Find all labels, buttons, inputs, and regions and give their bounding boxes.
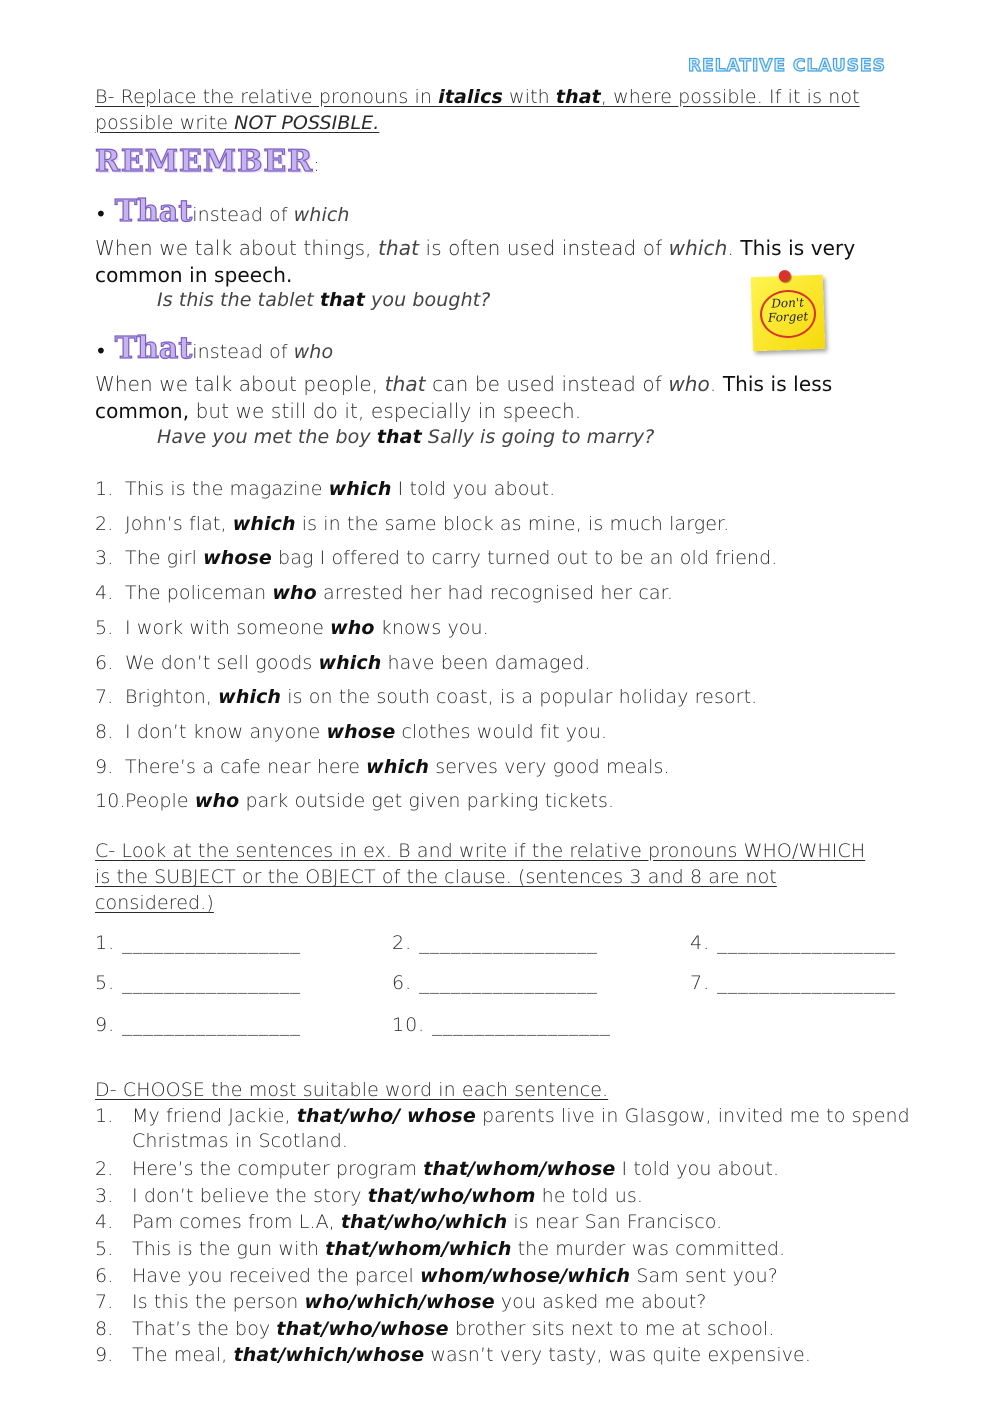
choice-options[interactable]: that/who/whom — [367, 1184, 536, 1207]
item-text: have been damaged. — [381, 651, 591, 674]
item-number: 1. — [95, 1105, 114, 1127]
item-text: brother sits next to me at school. — [448, 1317, 775, 1340]
blank-label: 7. — [690, 972, 711, 994]
item-text: serves very good meals. — [429, 755, 670, 778]
choice-options[interactable]: that/which/whose — [233, 1344, 425, 1367]
item-text: Sam sent you? — [630, 1264, 778, 1287]
answer-line[interactable]: _________________ — [432, 1014, 611, 1036]
item-text: the murder was committed. — [511, 1237, 786, 1260]
blank-label: 2. — [392, 932, 413, 954]
item-number: 4. — [95, 1211, 114, 1234]
choice-options[interactable]: that/who/which — [340, 1211, 508, 1234]
item-number: 1. — [95, 478, 114, 500]
item-number: 3. — [95, 1184, 114, 1207]
rule2-italic-that: that — [384, 372, 426, 396]
item-text: is near San Francisco. — [507, 1211, 723, 1234]
exercise-b-item — [95, 686, 757, 708]
item-number: 5. — [95, 1237, 114, 1260]
rule2-text: When we talk about people, — [95, 372, 385, 396]
rule1-example-text: you bought? — [364, 289, 491, 311]
relative-pronoun: who — [194, 790, 240, 813]
item-number: 2. — [95, 1158, 114, 1181]
rule2-example-that: that — [376, 426, 422, 448]
item-text: We don’t sell goods — [125, 651, 319, 674]
relative-pronoun: who — [272, 582, 317, 605]
relative-pronoun: who — [330, 616, 375, 639]
rule2-head-text: instead of — [192, 341, 288, 363]
exercise-b-item — [95, 756, 670, 778]
rule2-emphasis: This is less — [722, 372, 833, 396]
instruction-text: , where possible. If it is not — [600, 86, 860, 108]
item-number: 7. — [95, 1291, 114, 1314]
item-number: 7. — [95, 686, 114, 709]
rule1-explanation-line2: common in speech. — [95, 263, 293, 287]
item-text: My friend Jackie, — [132, 1105, 297, 1127]
section-c-line3: considered.) — [95, 892, 214, 914]
rule1-example — [157, 289, 490, 311]
item-text: is on the south coast, is a popular holiday resort. — [281, 686, 758, 709]
rule2-that-word: That — [114, 331, 193, 366]
item-text: There’s a cafe near here — [125, 755, 367, 778]
rule1-emphasis: This is very — [740, 236, 856, 260]
item-number: 8. — [95, 1317, 114, 1340]
dont-forget-sticky-note — [751, 275, 826, 351]
choice-options[interactable]: that/who/whose — [276, 1317, 449, 1340]
remember-heading — [95, 144, 320, 179]
item-text: The meal, — [132, 1344, 234, 1367]
blank-2[interactable] — [392, 932, 598, 954]
relative-pronoun: which — [318, 651, 382, 674]
item-text: I don’t know anyone — [125, 720, 327, 743]
instruction-text: with — [502, 86, 556, 108]
blank-label: 5. — [95, 972, 116, 994]
item-text: Is this the person — [132, 1291, 305, 1314]
exercise-d-item — [95, 1318, 774, 1340]
blank-10[interactable] — [392, 1014, 611, 1036]
item-number: 6. — [95, 651, 114, 674]
rule2-text: can be used instead of — [425, 372, 669, 396]
rule2-heading — [95, 331, 333, 366]
rule2-emphasis: common, — [95, 399, 190, 423]
not-possible-label: NOT POSSIBLE. — [234, 112, 380, 134]
choice-options[interactable]: who/which/whose — [304, 1291, 495, 1314]
exercise-d-item — [95, 1185, 643, 1207]
item-text: Have you received the parcel — [132, 1264, 421, 1287]
remember-colon: : — [313, 154, 320, 176]
rule2-example — [157, 426, 654, 448]
rule1-head-text: instead of — [192, 204, 288, 226]
item-number: 8. — [95, 720, 114, 743]
remember-word: REMEMBER — [95, 144, 314, 179]
blank-label: 9. — [95, 1014, 116, 1036]
exercise-b-item — [95, 582, 673, 604]
blank-label: 10. — [392, 1014, 426, 1036]
item-text: he told us. — [535, 1184, 643, 1207]
rule2-example-text: Sally is going to marry? — [421, 426, 655, 448]
item-number: 9. — [95, 1344, 114, 1367]
rule2-text: but we still do it, especially in speech. — [189, 399, 582, 423]
rule1-italic-that: that — [378, 236, 420, 260]
section-c-line1: C- Look at the sentences in ex. B and write if the relative pronouns WHO/WHICH — [95, 840, 866, 862]
answer-line[interactable]: _________________ — [717, 932, 896, 954]
relative-pronoun: which — [328, 478, 392, 500]
exercise-d-item — [95, 1238, 785, 1260]
blank-label: 4. — [690, 932, 711, 954]
item-number: 9. — [95, 755, 114, 778]
answer-line[interactable]: _________________ — [717, 972, 896, 994]
choice-options[interactable]: that/whom/which — [325, 1237, 512, 1260]
relative-pronoun: which — [366, 755, 430, 778]
item-text: is in the same block as mine, is much larger. — [295, 512, 730, 535]
exercise-d-item — [95, 1291, 707, 1313]
bullet-icon: • — [95, 339, 107, 363]
item-text: That’s the boy — [132, 1317, 277, 1340]
item-text: arrested her had recognised her car. — [316, 582, 673, 605]
item-text: John’s flat, — [125, 512, 233, 535]
rule1-head-italic: which — [293, 204, 350, 226]
item-text: knows you. — [374, 616, 489, 639]
relative-pronoun: which — [232, 512, 296, 535]
item-text: you asked me about? — [494, 1291, 707, 1314]
relative-pronoun: whose — [203, 547, 272, 570]
blank-label: 6. — [392, 972, 413, 994]
rule1-text: is often used instead of — [419, 236, 669, 260]
rule1-text: When we talk about things, — [95, 236, 379, 260]
exercise-d-item — [95, 1105, 910, 1152]
section-d-heading: D- CHOOSE the most suitable word in each sentence. — [95, 1079, 609, 1101]
blank-label: 1. — [95, 932, 116, 954]
section-c-line2: is the SUBJECT or the OBJECT of the clause. (sentences 3 and 8 are not — [95, 866, 777, 888]
exercise-d-item — [95, 1211, 722, 1233]
item-number: 5. — [95, 616, 114, 639]
section-b-instruction-line2 — [95, 112, 379, 134]
rule2-explanation-line2 — [95, 399, 581, 423]
exercise-b-item — [95, 478, 555, 500]
item-text: This is the gun with — [132, 1237, 326, 1260]
instruction-that-word: that — [555, 86, 601, 108]
answer-line[interactable]: _________________ — [122, 932, 301, 954]
item-number: 10. — [95, 790, 126, 813]
section-b-instruction-line1 — [95, 86, 860, 108]
exercise-d-item — [95, 1158, 779, 1180]
exercise-d-item — [95, 1265, 778, 1287]
exercise-b-item — [95, 547, 777, 569]
rule1-example-text: Is this the tablet — [157, 289, 320, 311]
item-number: 2. — [95, 512, 114, 535]
rule2-italic-who: who — [668, 372, 710, 396]
item-text: Pam comes from L.A, — [132, 1211, 341, 1234]
item-text: I don’t believe the story — [132, 1184, 368, 1207]
item-text: park outside get given parking tickets. — [239, 790, 615, 813]
item-text: clothes would fit you. — [395, 720, 608, 743]
exercise-b-item — [95, 721, 607, 743]
rule1-heading — [95, 194, 350, 229]
instruction-text: possible write — [95, 112, 235, 134]
exercise-b-item — [95, 617, 489, 639]
item-number: 6. — [95, 1264, 114, 1287]
item-text-continued: Christmas in Scotland. — [132, 1130, 349, 1152]
item-text: Brighton, — [125, 686, 219, 709]
item-text: The girl — [125, 547, 204, 570]
exercise-b-item — [95, 790, 614, 812]
exercise-d-item — [95, 1344, 811, 1366]
item-text: Here’s the computer program — [132, 1158, 424, 1181]
rule2-explanation-line1 — [95, 372, 832, 396]
item-text: parents live in Glasgow, invited me to spend — [475, 1105, 910, 1127]
item-text: I told you about. — [615, 1158, 780, 1181]
exercise-b-item — [95, 513, 729, 535]
rule1-explanation-line1 — [95, 236, 855, 260]
rule2-text: . — [709, 372, 723, 396]
rule1-that-word: That — [114, 194, 193, 229]
choice-options[interactable]: whom/whose/which — [420, 1264, 631, 1287]
blank-9[interactable] — [95, 1014, 301, 1036]
item-text: I told you about. — [391, 478, 556, 500]
answer-line[interactable]: _________________ — [419, 932, 598, 954]
item-number: 4. — [95, 582, 114, 605]
pushpin-icon — [779, 270, 791, 282]
blank-7[interactable] — [690, 972, 896, 994]
worksheet-title: RELATIVE CLAUSES — [688, 56, 886, 76]
bullet-icon: • — [95, 202, 107, 226]
choice-options[interactable]: that/whom/whose — [423, 1158, 616, 1181]
item-text: wasn’t very tasty, was quite expensive. — [424, 1344, 811, 1367]
item-text: The policeman — [125, 582, 273, 605]
answer-line[interactable]: _________________ — [122, 1014, 301, 1036]
rule1-text: . — [727, 236, 741, 260]
answer-line[interactable]: _________________ — [122, 972, 301, 994]
rule2-head-italic: who — [293, 341, 334, 363]
blank-4[interactable] — [690, 932, 896, 954]
instruction-text: B- Replace the relative pronouns in — [95, 86, 439, 108]
sticky-note-text: Don't Forget — [767, 295, 809, 325]
blank-1[interactable] — [95, 932, 301, 954]
blank-6[interactable] — [392, 972, 598, 994]
relative-pronoun: whose — [326, 720, 396, 743]
item-text: I work with someone — [125, 616, 331, 639]
item-text: bag I offered to carry turned out to be an old friend. — [271, 547, 778, 570]
rule1-example-that: that — [319, 289, 365, 311]
choice-options[interactable]: that/who/ whose — [296, 1105, 476, 1127]
answer-line[interactable]: _________________ — [419, 972, 598, 994]
instruction-italics-word: italics — [438, 86, 503, 108]
rule2-example-text: Have you met the boy — [157, 426, 377, 448]
relative-pronoun: which — [218, 686, 282, 709]
item-text: This is the magazine — [125, 478, 329, 500]
rule1-italic-which: which — [668, 236, 728, 260]
item-number: 3. — [95, 547, 114, 570]
exercise-b-item — [95, 652, 591, 674]
item-text: People — [125, 790, 195, 813]
blank-5[interactable] — [95, 972, 301, 994]
